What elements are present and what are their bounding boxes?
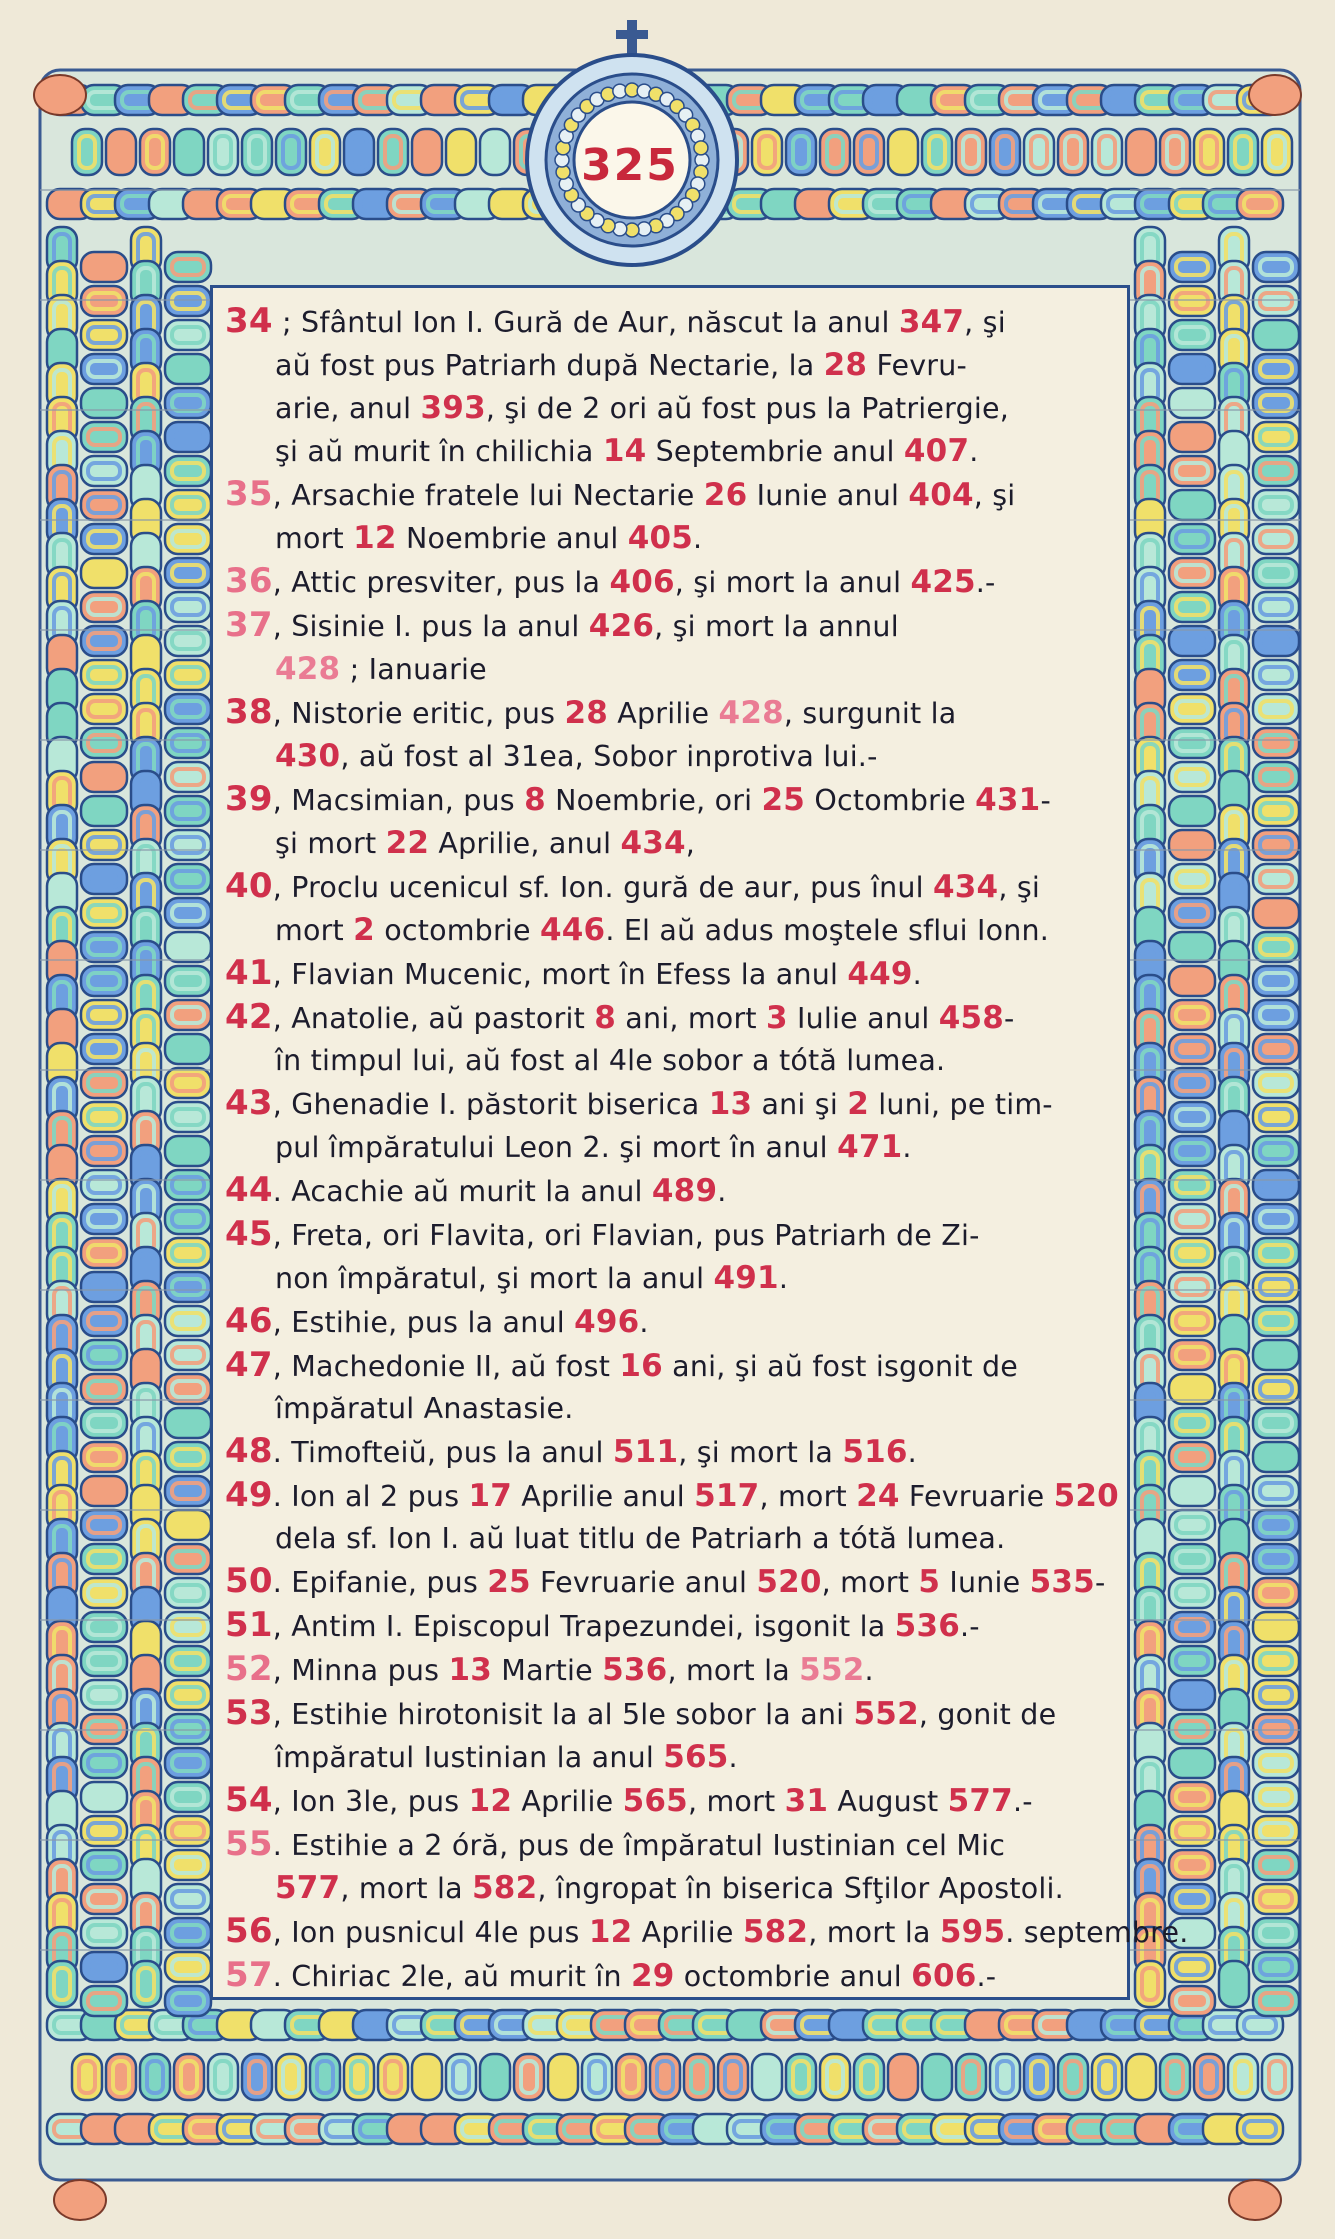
date-figure: 13 (448, 1652, 493, 1688)
entry-text: , Attic presviter, pus la (272, 566, 610, 599)
entry-text: , îngropat în biserica Sfţilor Apostoli. (537, 1872, 1064, 1905)
entry-text: . (864, 1654, 874, 1687)
entry-text: Iunie anul (747, 479, 909, 512)
entry-text: , Proclu ucenicul sf. Ion. gură de aur, pus înul (272, 871, 933, 904)
list-entry (225, 1300, 1125, 1344)
entry-text: , şi mort la annul (654, 610, 899, 643)
date-figure: 22 (385, 825, 430, 861)
entry-number: 38 (225, 692, 273, 732)
list-entry (225, 952, 1125, 996)
date-figure: 2 (353, 912, 375, 948)
entry-line (225, 1604, 1125, 1648)
entry-text: .- (1012, 1785, 1033, 1818)
entry-line (225, 1560, 1125, 1604)
date-figure: 595 (939, 1914, 1006, 1950)
entry-number: 53 (225, 1693, 273, 1733)
date-figure: 426 (588, 608, 655, 644)
entry-text: . El aŭ adus moştele sflui Ionn. (605, 914, 1050, 947)
entry-text: Iulie anul (787, 1002, 939, 1035)
entry-text: . (778, 1262, 789, 1295)
entry-text: .- (976, 1960, 997, 1993)
entry-number: 51 (225, 1605, 273, 1645)
entry-line (225, 1082, 1125, 1126)
entry-number: 46 (225, 1301, 273, 1341)
entry-line (225, 1648, 1125, 1692)
date-figure: 347 (898, 304, 965, 340)
entry-number: 34 (225, 301, 273, 341)
list-entry (225, 1213, 1125, 1300)
entry-text: mort (275, 522, 354, 555)
entry-text: . Timofteiŭ, pus la anul (272, 1436, 613, 1469)
date-figure: 16 (619, 1348, 663, 1384)
entry-text: . (693, 522, 703, 555)
list-entry (225, 1082, 1125, 1169)
entry-line (225, 1388, 1125, 1430)
entry-line (225, 1474, 1125, 1518)
entry-text: , şi (998, 871, 1040, 904)
date-figure: 491 (713, 1260, 779, 1296)
entry-text: , Flavian Mucenic, mort în Efess la anul (272, 958, 848, 991)
entry-number: 45 (225, 1214, 273, 1254)
list-entry (225, 865, 1125, 952)
date-figure: 12 (588, 1914, 633, 1950)
entry-text: , Machedonie II, aŭ fost (272, 1350, 620, 1383)
entry-line (225, 1910, 1189, 1954)
entry-text: , gonit de (918, 1698, 1057, 1731)
list-entry (225, 1474, 1125, 1560)
entry-text: Aprilie (512, 1785, 623, 1818)
entry-text: .- (975, 566, 996, 599)
list-entry (225, 1430, 1125, 1474)
entry-line (225, 1169, 1125, 1213)
entry-text: ani şi (752, 1088, 848, 1121)
entry-text: arie, anul (275, 392, 421, 425)
entry-line (225, 1823, 1125, 1867)
entry-text: luni, pe tim- (869, 1088, 1053, 1121)
entry-text: - (1004, 1002, 1015, 1035)
entry-text: . Ion al 2 pus (272, 1480, 469, 1513)
date-figure: 425 (910, 564, 976, 600)
entry-line (225, 344, 1125, 387)
entry-text: Aprilie (608, 697, 719, 730)
entry-text: , Estihie, pus la anul (272, 1306, 575, 1339)
date-figure: 2 (847, 1086, 870, 1122)
date-figure: 434 (933, 869, 999, 905)
date-figure: 552 (853, 1696, 919, 1732)
entry-number: 40 (225, 866, 273, 906)
entry-line (225, 996, 1125, 1040)
entry-text: . (907, 1436, 917, 1469)
date-figure: 12 (468, 1783, 513, 1819)
entry-text: August (828, 1785, 948, 1818)
entry-number: 54 (225, 1780, 273, 1820)
entry-text: , (685, 827, 696, 860)
entry-text: ; Ianuarie (340, 653, 487, 686)
entry-line (225, 909, 1125, 952)
entry-line (225, 1344, 1125, 1388)
date-figure: 582 (742, 1914, 809, 1950)
entry-text: Aprilie (632, 1916, 743, 1949)
entry-text: Aprilie, anul (429, 827, 621, 860)
list-entry (225, 1910, 1189, 1954)
entry-text: , aŭ fost al 31ea, Sobor inprotiva lui.- (340, 740, 878, 773)
entry-line (225, 300, 1125, 344)
entry-text: şi aŭ murit în chilichia (275, 435, 603, 468)
entry-text: .- (959, 1610, 980, 1643)
date-figure: 31 (784, 1783, 829, 1819)
entry-line (225, 778, 1125, 822)
date-figure: 14 (602, 433, 647, 469)
entry-text: Noembrie, ori (545, 784, 762, 817)
list-entry (225, 473, 1125, 560)
entry-text: aŭ fost pus Patriarh după Nectarie, la (275, 349, 824, 382)
date-figure: 405 (627, 520, 694, 556)
entry-text: . septembre. (1005, 1916, 1189, 1949)
entry-line (225, 1430, 1125, 1474)
date-figure: 25 (487, 1564, 531, 1600)
entry-text: non împăratul, şi mort la anul (275, 1262, 714, 1295)
entry-line (225, 822, 1125, 865)
list-entry (225, 300, 1125, 473)
entry-line (225, 560, 1125, 604)
date-figure: 5 (918, 1564, 941, 1600)
list-entry (225, 1779, 1125, 1823)
date-figure: 407 (903, 433, 970, 469)
entry-line (225, 648, 1125, 691)
date-figure: 8 (524, 782, 546, 818)
list-entry (225, 778, 1125, 865)
list-entry (225, 604, 1125, 691)
date-figure: 458 (938, 1000, 1005, 1036)
entry-text: . (969, 435, 979, 468)
date-figure: 3 (766, 1000, 788, 1036)
date-figure: 428 (275, 651, 341, 687)
list-entry (225, 1692, 1125, 1779)
date-figure: 471 (837, 1129, 903, 1165)
entry-text: ; Sfântul Ion I. Gură de Aur, născut la anul (272, 306, 899, 339)
entry-text: în timpul lui, aŭ fost al 4le sobor a tótă lumea. (275, 1044, 946, 1077)
entry-text: . (912, 958, 922, 991)
date-figure: 536 (602, 1652, 668, 1688)
entry-text: dela sf. Ion I. aŭ luat titlu de Patriarh a tótă lumea. (275, 1522, 1006, 1555)
entry-text: , Nistorie eritic, pus (272, 697, 565, 730)
date-figure: 12 (353, 520, 397, 556)
entry-text: Martie (492, 1654, 603, 1687)
list-entry (225, 1169, 1125, 1213)
entry-line (225, 1300, 1125, 1344)
entry-line (225, 430, 1125, 473)
list-entry (225, 1604, 1125, 1648)
entry-number: 47 (225, 1345, 273, 1385)
entry-text: octombrie anul (674, 1960, 912, 1993)
entry-line (225, 1692, 1125, 1736)
date-figure: 28 (823, 347, 868, 383)
page-number: 325 (581, 140, 679, 191)
entry-number: 50 (225, 1561, 273, 1601)
date-figure: 28 (564, 695, 609, 731)
entry-text: , Macsimian, pus (272, 784, 525, 817)
date-figure: 434 (620, 825, 686, 861)
list-entry (225, 1344, 1125, 1430)
entry-text: - (1094, 1566, 1106, 1599)
entry-text: , Minna pus (272, 1654, 449, 1687)
entry-line (225, 1040, 1125, 1082)
entry-text: , Estihie hirotonisit la al 5le sobor la ani (272, 1698, 854, 1731)
entry-line (225, 1779, 1125, 1823)
date-figure: 577 (275, 1870, 341, 1906)
entry-text: . (639, 1306, 649, 1339)
entry-line (225, 1518, 1125, 1560)
entry-text: Fevruarie (899, 1480, 1054, 1513)
entry-text: şi mort (275, 827, 386, 860)
list-entry (225, 996, 1125, 1082)
date-figure: 449 (847, 956, 913, 992)
entry-text: . Acachie aŭ murit la anul (272, 1175, 652, 1208)
entry-line (225, 604, 1125, 648)
entry-number: 56 (225, 1911, 273, 1951)
entry-text: . Estihie a 2 óră, pus de împăratul Iustinian cel Mic (272, 1829, 1006, 1862)
entry-text: pul împăratului Leon 2. şi mort în anul (275, 1131, 838, 1164)
date-figure: 511 (612, 1434, 679, 1470)
entry-number: 44 (225, 1170, 273, 1210)
date-figure: 25 (761, 782, 806, 818)
date-figure: 536 (894, 1608, 960, 1644)
entry-text: , mort (759, 1480, 857, 1513)
entry-number: 55 (225, 1824, 273, 1864)
date-figure: 496 (574, 1304, 640, 1340)
list-entry (225, 1954, 1125, 1998)
entry-number: 52 (225, 1649, 273, 1689)
entry-number: 41 (225, 953, 273, 993)
entry-line (225, 1257, 1125, 1300)
entry-text: , şi mort la (678, 1436, 843, 1469)
entry-text: , Sisinie I. pus la anul (272, 610, 589, 643)
entry-text: , Arsachie fratele lui Nectarie (272, 479, 704, 512)
entry-text: , şi (973, 479, 1016, 512)
entry-text: , mort la (808, 1916, 940, 1949)
date-figure: 428 (718, 695, 784, 731)
entry-line (225, 952, 1125, 996)
date-figure: 13 (708, 1086, 753, 1122)
date-figure: 565 (622, 1783, 688, 1819)
entry-line (225, 1867, 1125, 1910)
entry-number: 48 (225, 1431, 273, 1471)
entry-text: , Freta, ori Flavita, ori Flavian, pus Patriarh de Zi- (272, 1219, 980, 1252)
entry-number: 36 (225, 561, 273, 601)
date-figure: 29 (630, 1958, 675, 1994)
entry-text: . (717, 1175, 727, 1208)
entry-number: 42 (225, 997, 273, 1037)
entry-number: 39 (225, 779, 273, 819)
entry-text: , mort la (667, 1654, 800, 1687)
date-figure: 489 (651, 1173, 718, 1209)
date-figure: 406 (609, 564, 675, 600)
entry-number: 37 (225, 605, 273, 645)
date-figure: 393 (420, 390, 486, 426)
entry-text: , surgunit la (783, 697, 957, 730)
date-figure: 552 (799, 1652, 865, 1688)
date-figure: 17 (468, 1478, 513, 1514)
entry-line (225, 1126, 1125, 1169)
list-entry (225, 691, 1125, 778)
date-figure: 446 (540, 912, 606, 948)
date-figure: 577 (947, 1783, 1013, 1819)
entry-text: , şi de 2 ori aŭ fost pus la Patriergie, (485, 392, 1009, 425)
date-figure: 431 (975, 782, 1041, 818)
entry-number: 35 (225, 474, 273, 514)
date-figure: 520 (1053, 1478, 1119, 1514)
date-figure: 404 (908, 477, 974, 513)
entry-text: , Antim I. Episcopul Trapezundei, isgonit la (272, 1610, 895, 1643)
entry-text: , şi mort la anul (674, 566, 911, 599)
entry-text: . (902, 1131, 912, 1164)
entry-text: . Epifanie, pus (272, 1566, 488, 1599)
entry-text: Fevru- (867, 349, 967, 382)
date-figure: 520 (756, 1564, 822, 1600)
date-figure: 516 (842, 1434, 908, 1470)
entry-number: 57 (225, 1955, 273, 1995)
date-figure: 517 (694, 1478, 760, 1514)
entry-text: împăratul Iustinian la anul (275, 1741, 664, 1774)
entry-line (225, 865, 1125, 909)
entry-number: 49 (225, 1475, 273, 1515)
date-figure: 8 (594, 1000, 617, 1036)
entry-text: , mort (687, 1785, 785, 1818)
entry-line (225, 473, 1125, 517)
date-figure: 24 (856, 1478, 900, 1514)
date-figure: 606 (911, 1958, 977, 1994)
entry-line (225, 1954, 1125, 1998)
list-entry (225, 1560, 1125, 1604)
entry-text: Aprilie anul (512, 1480, 695, 1513)
patriarch-list (225, 300, 1189, 1998)
list-entry (225, 1648, 1125, 1692)
list-entry (225, 1823, 1125, 1910)
entry-text: Noembrie anul (396, 522, 628, 555)
date-figure: 565 (663, 1739, 729, 1775)
entry-line (225, 735, 1125, 778)
entry-text: , Ion 3le, pus (272, 1785, 469, 1818)
entry-line (225, 387, 1125, 430)
entry-text: Septembrie anul (646, 435, 904, 468)
date-figure: 535 (1029, 1564, 1095, 1600)
entry-number: 43 (225, 1083, 273, 1123)
entry-text: octombrie (374, 914, 540, 947)
entry-text: . Chiriac 2le, aŭ murit în (272, 1960, 631, 1993)
date-figure: 582 (472, 1870, 538, 1906)
entry-line (225, 517, 1125, 560)
entry-text: , mort (821, 1566, 919, 1599)
entry-text: Iunie (940, 1566, 1030, 1599)
entry-text: ani, mort (616, 1002, 766, 1035)
entry-text: împăratul Anastasie. (275, 1392, 574, 1425)
list-entry (225, 560, 1125, 604)
entry-text: ani, şi aŭ fost isgonit de (662, 1350, 1019, 1383)
entry-text: , Ghenadie I. păstorit biserica (272, 1088, 709, 1121)
date-figure: 430 (275, 738, 341, 774)
entry-text: Fevruarie anul (530, 1566, 757, 1599)
entry-text: mort (275, 914, 354, 947)
entry-line (225, 1736, 1125, 1779)
entry-line (225, 1213, 1125, 1257)
entry-text: - (1040, 784, 1051, 817)
entry-text: , mort la (340, 1872, 473, 1905)
entry-text: , şi (964, 306, 1006, 339)
entry-text: . (728, 1741, 738, 1774)
entry-text: , Ion pusnicul 4le pus (272, 1916, 589, 1949)
date-figure: 26 (703, 477, 748, 513)
entry-text: Octombrie (805, 784, 976, 817)
entry-text: , Anatolie, aŭ pastorit (272, 1002, 595, 1035)
entry-line (225, 691, 1125, 735)
